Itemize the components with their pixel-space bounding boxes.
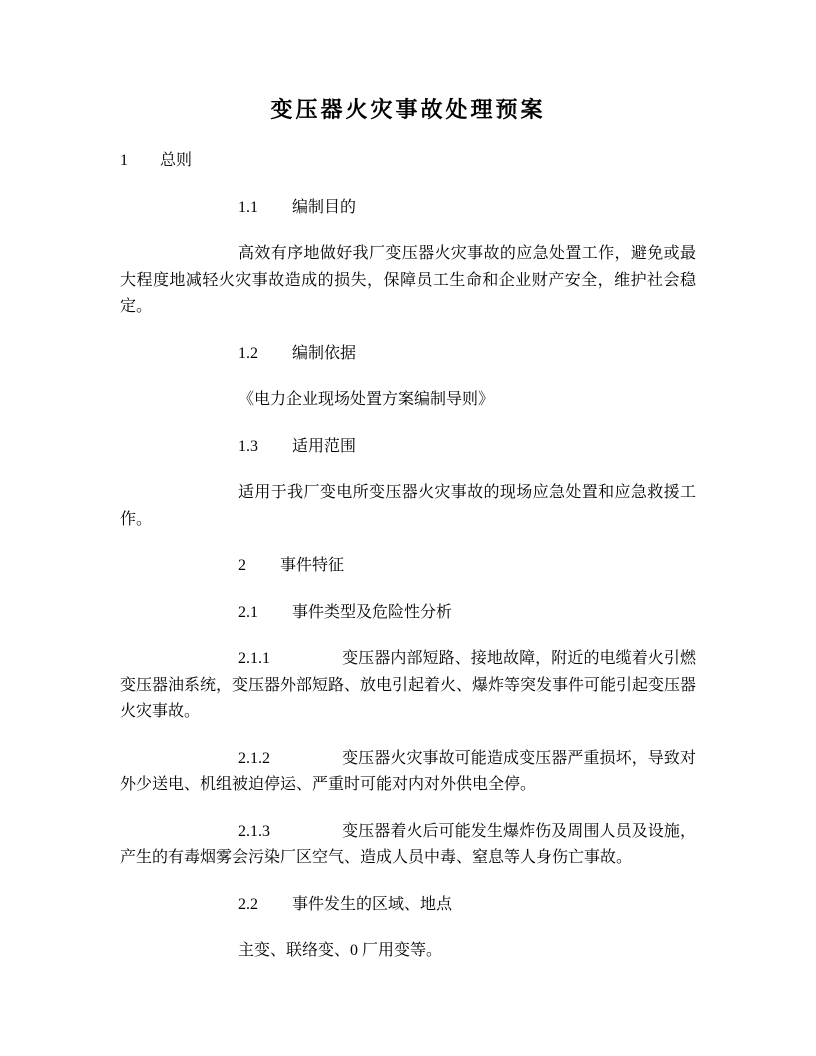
heading-number: 1.3: [238, 437, 258, 455]
heading-number: 2.1.2: [238, 749, 270, 767]
body-paragraph-2-1-3: [120, 819, 696, 872]
paragraph-text: 变压器着火后可能发生爆炸伤及周围人员及设施，产生的有毒烟雾会污染厂区空气、造成人员中毒、窒息等人身伤亡事故。: [120, 822, 696, 866]
body-paragraph-purpose: 高效有序地做好我厂变压器火灾事故的应急处置工作，避免或最大程度地减轻火灾事故造成的损失，保障员工生命和企业财产安全，维护社会稳定。: [120, 245, 696, 315]
section-heading-2-1: [120, 600, 696, 627]
heading-text: 适用范围: [292, 437, 357, 455]
heading-number: 2: [238, 557, 246, 574]
heading-number: 2.1: [238, 603, 258, 621]
heading-text: 事件发生的区域、地点: [292, 895, 453, 913]
section-heading-1-1: [120, 195, 696, 222]
paragraph-text: 变压器内部短路、接地故障，附近的电缆着火引燃变压器油系统，变压器外部短路、放电引起着火、爆炸等突发事件可能引起变压器火灾事故。: [120, 650, 697, 720]
document-title: 变压器火灾事故处理预案: [270, 97, 546, 122]
paragraph-text: 变压器火灾事故可能造成变压器严重损坏，导致对外少送电、机组被迫停运、严重时可能对内对外供电全停。: [120, 749, 696, 793]
body-paragraph-2-1-1: [120, 646, 696, 726]
heading-text: 编制目的: [292, 198, 357, 216]
heading-number: 2.1.1: [238, 650, 270, 667]
heading-text: 事件特征: [280, 557, 345, 574]
section-heading-1-2: [120, 341, 696, 368]
section-heading-2: [120, 553, 696, 580]
section-heading-1: [120, 148, 696, 175]
heading-number: 2.1.3: [238, 822, 270, 840]
heading-number: 1: [120, 152, 128, 169]
section-heading-2-2: [120, 892, 696, 919]
body-paragraph-scope: 适用于我厂变电所变压器火灾事故的现场应急处置和应急救援工作。: [120, 484, 696, 528]
heading-number: 2.2: [238, 895, 258, 913]
body-paragraph-locations: 主变、联络变、0 厂用变等。: [238, 942, 443, 959]
heading-number: 1.1: [238, 198, 258, 216]
heading-text: 总则: [160, 152, 193, 169]
body-paragraph-basis: 《电力企业现场处置方案编制导则》: [238, 391, 495, 408]
heading-number: 1.2: [238, 344, 258, 362]
heading-text: 编制依据: [292, 344, 357, 362]
body-paragraph-2-1-2: [120, 746, 696, 799]
section-heading-1-3: [120, 434, 696, 461]
heading-text: 事件类型及危险性分析: [292, 603, 453, 621]
